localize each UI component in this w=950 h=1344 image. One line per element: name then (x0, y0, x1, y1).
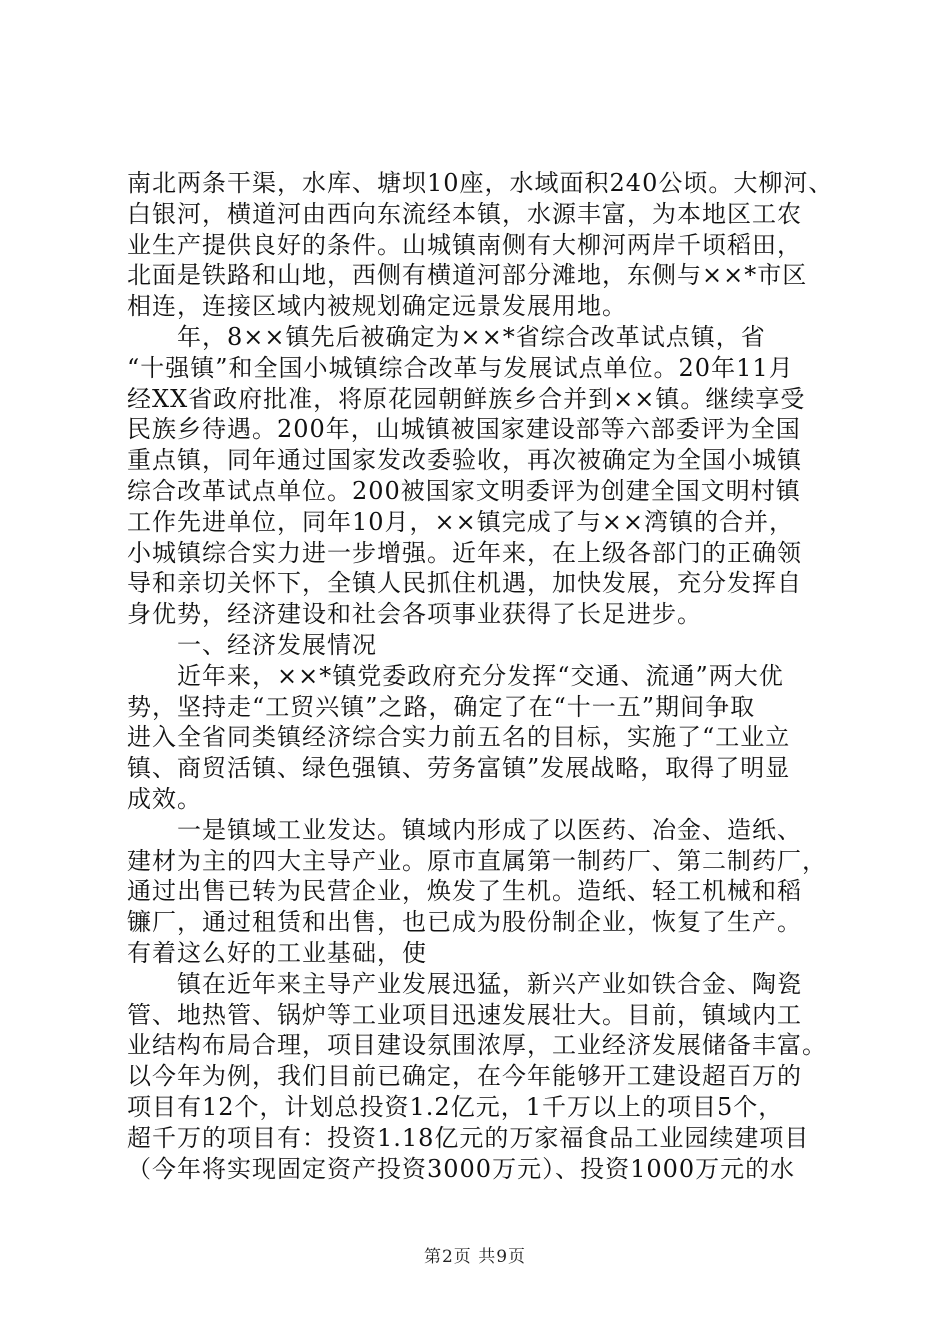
text-line: 工作先进单位，同年10月，××镇完成了与××湾镇的合并， (127, 507, 794, 536)
text-line: 有着这么好的工业基础，使 (127, 938, 427, 967)
text-line: 近年来，××*镇党委政府充分发挥“交通、流通”两大优 (127, 661, 784, 690)
text-line: 镇、商贸活镇、绿色强镇、劳务富镇”发展战略，取得了明显 (127, 754, 791, 783)
text-line: 年，8××镇先后被确定为××*省综合改革试点镇，省 (127, 322, 766, 351)
text-line: 导和亲切关怀下，全镇人民抓住机遇，加快发展，充分发挥自 (127, 569, 802, 598)
text-line: 通过出售已转为民营企业，焕发了生机。造纸、轻工机械和稻 (127, 877, 802, 906)
text-line: 镰厂，通过租赁和出售，也已成为股份制企业，恢复了生产。 (127, 908, 802, 937)
text-line: 业结构布局合理，项目建设氛围浓厚，工业经济发展储备丰富。 (127, 1031, 827, 1060)
text-line: 综合改革试点单位。200被国家文明委评为创建全国文明村镇 (127, 476, 801, 505)
text-line: 成效。 (127, 784, 202, 813)
text-line: 镇在近年来主导产业发展迅猛，新兴产业如铁合金、陶瓷 (127, 969, 802, 998)
text-line: 小城镇综合实力进一步增强。近年来，在上级各部门的正确领 (127, 538, 802, 567)
text-line: 进入全省同类镇经济综合实力前五名的目标，实施了“工业立 (127, 723, 791, 752)
text-line: 超千万的项目有：投资1.18亿元的万家福食品工业园续建项目 (127, 1123, 810, 1152)
text-line: 身优势，经济建设和社会各项事业获得了长足进步。 (127, 600, 702, 629)
text-line: 经XX省政府批准，将原花园朝鲜族乡合并到××镇。继续享受 (127, 384, 806, 413)
text-line: 相连，连接区域内被规划确定远景发展用地。 (127, 292, 627, 321)
text-line: 管、地热管、锅炉等工业项目迅速发展壮大。目前，镇域内工 (127, 1000, 802, 1029)
text-line: 北面是铁路和山地，西侧有横道河部分滩地，东侧与××*市区 (127, 261, 808, 290)
text-line: 民族乡待遇。200年，山城镇被国家建设部等六部委评为全国 (127, 415, 801, 444)
page-number-footer: 第2页 共9页 (423, 1247, 527, 1267)
text-line: 建材为主的四大主导产业。原市直属第一制药厂、第二制药厂， (127, 846, 827, 875)
text-line: （今年将实现固定资产投资3000万元）、投资1000万元的水 (127, 1154, 796, 1183)
text-line: 白银河，横道河由西向东流经本镇，水源丰富，为本地区工农 (127, 199, 802, 228)
document-body (127, 168, 857, 1184)
text-line: 势，坚持走“工贸兴镇”之路，确定了在“十一五”期间争取 (127, 692, 756, 721)
text-line: 业生产提供良好的条件。山城镇南侧有大柳河两岸千顷稻田， (127, 230, 802, 259)
text-line: “十强镇”和全国小城镇综合改革与发展试点单位。20年11月 (127, 353, 794, 382)
text-line: 一是镇域工业发达。镇域内形成了以医药、冶金、造纸、 (127, 815, 802, 844)
text-line: 项目有12个，计划总投资1.2亿元，1千万以上的项目5个， (127, 1092, 784, 1121)
section-heading: 一、经济发展情况 (127, 630, 377, 659)
text-line: 重点镇，同年通过国家发改委验收，再次被确定为全国小城镇 (127, 446, 802, 475)
text-line: 南北两条干渠，水库、塘坝10座，水域面积240公顷。大柳河、 (127, 169, 834, 197)
text-line: 以今年为例，我们目前已确定，在今年能够开工建设超百万的 (127, 1062, 802, 1091)
